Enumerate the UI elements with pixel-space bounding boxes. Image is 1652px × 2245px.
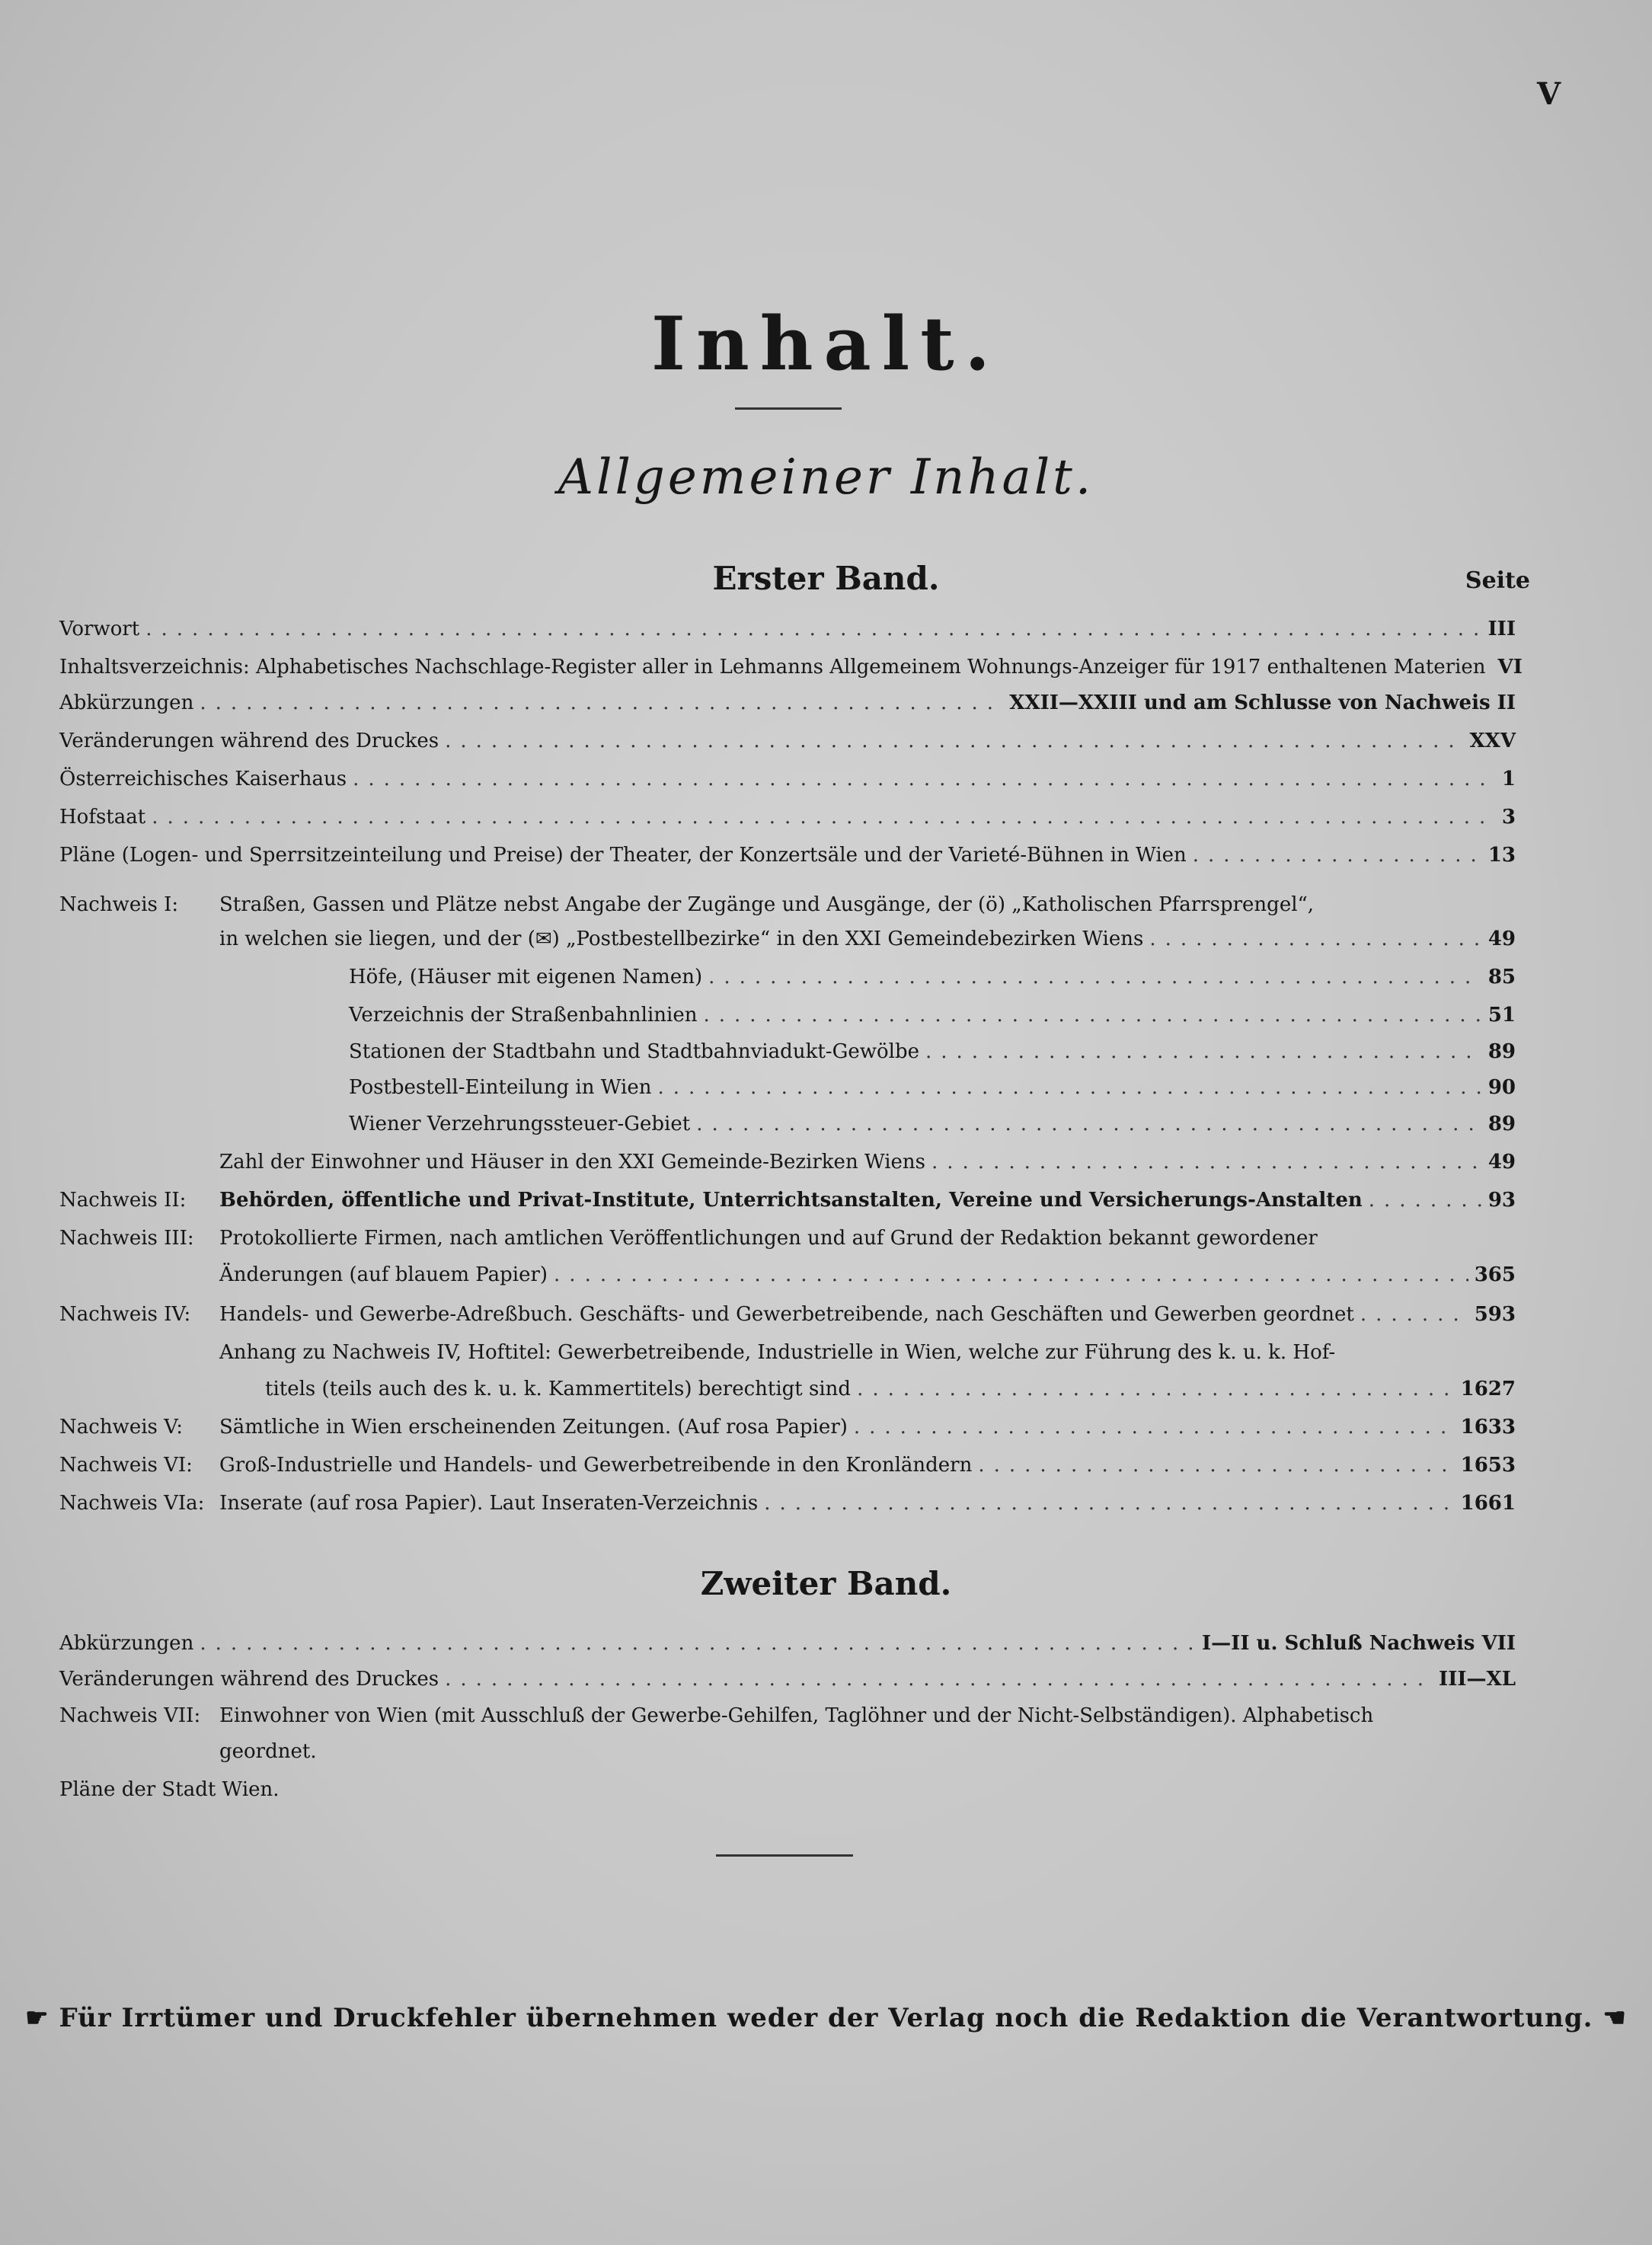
- page-title: Inhalt.: [651, 301, 1001, 387]
- page-number: V: [1536, 76, 1561, 112]
- toc-entry: [219, 1261, 1516, 1289]
- section-divider: [716, 1854, 853, 1857]
- toc-subentry: [349, 1038, 1516, 1065]
- leader-dots: [353, 765, 1496, 793]
- nachweis-label: Nachweis VII:: [59, 1704, 201, 1727]
- toc-entry-page: 49: [1487, 928, 1516, 950]
- toc-entry: [219, 1738, 1516, 1765]
- toc-entry-text: Groß-Industrielle und Handels- und Gewerbetreibende in den Kronländern: [219, 1454, 973, 1477]
- toc-entry-text: Höfe, (Häuser mit eigenen Namen): [349, 966, 703, 988]
- toc-entry: [219, 1413, 1516, 1441]
- toc-entry-page: I—II u. Schluß Nachweis VII: [1202, 1632, 1516, 1655]
- leader-dots: [696, 1110, 1482, 1138]
- toc-entry-page: 1661: [1460, 1492, 1516, 1515]
- toc-subentry: [349, 1001, 1516, 1029]
- leader-dots: [857, 1375, 1455, 1403]
- toc-entry-text: in welchen sie liegen, und der (✉) „Postbestellbezirke“ in den XXI Gemeindebezirken Wiens: [219, 928, 1144, 950]
- band2-header: Zweiter Band.: [700, 1565, 952, 1602]
- toc-entry-text: Einwohner von Wien (mit Ausschluß der Gewerbe-Gehilfen, Taglöhner und der Nicht-Selbständigen). Alphabetisch: [219, 1704, 1374, 1727]
- nachweis-label: Nachweis VIa:: [59, 1492, 205, 1515]
- toc-entry-text: Hofstaat: [59, 806, 146, 829]
- toc-entry: [219, 891, 1516, 918]
- toc-entry-text: Änderungen (auf blauem Papier): [219, 1263, 548, 1286]
- leader-dots: [200, 689, 1003, 717]
- toc-entry-page: 1: [1501, 768, 1516, 790]
- toc-entry-page: 93: [1487, 1189, 1516, 1212]
- toc-entry-page: 13: [1487, 844, 1516, 867]
- leader-dots: [445, 727, 1463, 755]
- toc-entry: [59, 727, 1516, 755]
- toc-entry-text: Wiener Verzehrungssteuer-Gebiet: [349, 1113, 691, 1135]
- toc-entry-page: 89: [1487, 1040, 1516, 1063]
- toc-entry-text: Sämtliche in Wien erscheinenden Zeitungen. (Auf rosa Papier): [219, 1416, 848, 1439]
- nachweis-label: Nachweis V:: [59, 1416, 184, 1439]
- disclaimer-footer: ☛ Für Irrtümer und Druckfehler übernehmen weder der Verlag noch die Redaktion die Verantwortung. ☚: [25, 2003, 1627, 2033]
- toc-entry: [219, 1148, 1516, 1176]
- toc-entry-page: 49: [1487, 1151, 1516, 1174]
- toc-entry-text: Österreichisches Kaiserhaus: [59, 768, 347, 790]
- leader-dots: [1193, 841, 1482, 869]
- toc-entry-text: Stationen der Stadtbahn und Stadtbahnviadukt-Gewölbe: [349, 1040, 919, 1063]
- toc-entry: [219, 1186, 1516, 1214]
- toc-entry: [59, 841, 1516, 869]
- toc-entry-page: XXII—XXIII und am Schlusse von Nachweis II: [1009, 691, 1516, 714]
- toc-entry-page: 1627: [1460, 1378, 1516, 1400]
- toc-entry: [59, 1630, 1516, 1657]
- leader-dots: [445, 1665, 1433, 1693]
- toc-entry-text: Behörden, öffentliche und Privat-Institute, Unterrichtsanstalten, Vereine und Versicherungs-Anstalten: [219, 1189, 1363, 1212]
- toc-entry-text: Anhang zu Nachweis IV, Hoftitel: Gewerbetreibende, Industrielle in Wien, welche zur Führung des k. u. k. Hof-: [219, 1341, 1336, 1364]
- leader-dots: [708, 963, 1482, 991]
- toc-entry-page: 51: [1487, 1004, 1516, 1027]
- leader-dots: [554, 1261, 1468, 1289]
- toc-entry-text: Vorwort: [59, 618, 140, 640]
- page-subtitle: Allgemeiner Inhalt.: [558, 449, 1094, 506]
- toc-entry-text: Postbestell-Einteilung in Wien: [349, 1076, 652, 1099]
- seite-label: Seite: [1465, 567, 1530, 594]
- nachweis-label: Nachweis IV:: [59, 1303, 191, 1326]
- leader-dots: [657, 1074, 1481, 1101]
- toc-entry: [219, 1451, 1516, 1479]
- toc-entry: [219, 1490, 1516, 1517]
- leader-dots: [978, 1451, 1454, 1479]
- toc-entry-text: Inserate (auf rosa Papier). Laut Inseraten-Verzeichnis: [219, 1492, 759, 1515]
- toc-entry: [59, 689, 1516, 717]
- toc-entry-page: 365: [1474, 1263, 1516, 1286]
- toc-entry-text: Handels- und Gewerbe-Adreßbuch. Geschäfts- und Gewerbetreibende, nach Geschäften und Gewerben geordnet: [219, 1303, 1354, 1326]
- leader-dots: [1149, 925, 1481, 953]
- leader-dots: [931, 1148, 1482, 1176]
- band1-header: Erster Band.: [712, 560, 940, 597]
- toc-entry: [219, 1301, 1516, 1328]
- toc-subentry: [349, 1074, 1516, 1101]
- toc-entry-text: Veränderungen während des Druckes: [59, 1668, 439, 1691]
- toc-entry-page: XXV: [1469, 730, 1516, 752]
- leader-dots: [1360, 1301, 1468, 1328]
- toc-entry-page: 85: [1487, 966, 1516, 988]
- toc-entry-text: Pläne der Stadt Wien.: [59, 1778, 280, 1801]
- nachweis-label: Nachweis II:: [59, 1189, 187, 1212]
- toc-entry-page: 3: [1501, 806, 1516, 829]
- toc-entry-text: Zahl der Einwohner und Häuser in den XXI Gemeinde-Bezirken Wiens: [219, 1151, 926, 1174]
- toc-entry-text: Protokollierte Firmen, nach amtlichen Veröffentlichungen und auf Grund der Redaktion bekannt gewordener: [219, 1227, 1318, 1250]
- toc-entry-text: geordnet.: [219, 1740, 317, 1763]
- leader-dots: [925, 1038, 1482, 1065]
- toc-entry-text: Straßen, Gassen und Plätze nebst Angabe der Zugänge und Ausgänge, der (ö) „Katholischen Pfarrsprengel“,: [219, 893, 1315, 916]
- toc-entry-page: III: [1487, 618, 1516, 640]
- toc-entry: [219, 1225, 1516, 1252]
- toc-entry-text: Abkürzungen: [59, 1632, 194, 1655]
- toc-entry: [59, 1665, 1516, 1693]
- toc-entry-text: Verzeichnis der Straßenbahnlinien: [349, 1004, 698, 1027]
- nachweis-label: Nachweis III:: [59, 1227, 194, 1250]
- leader-dots: [200, 1630, 1196, 1657]
- leader-dots: [145, 615, 1481, 643]
- toc-entry-text: Abkürzungen: [59, 691, 194, 714]
- toc-entry: [59, 765, 1516, 793]
- toc-entry-page: 1633: [1460, 1416, 1516, 1439]
- leader-dots: [703, 1001, 1481, 1029]
- toc-entry: [219, 1702, 1516, 1729]
- toc-entry-page: 89: [1487, 1113, 1516, 1135]
- leader-dots: [854, 1413, 1455, 1441]
- leader-dots: [1369, 1186, 1482, 1214]
- toc-entry-text: Pläne (Logen- und Sperrsitzeinteilung und Preise) der Theater, der Konzertsäle und der Varieté-Bühnen in Wien: [59, 844, 1187, 867]
- toc-entry: [59, 1776, 1516, 1803]
- toc-entry: [59, 615, 1516, 643]
- nachweis-label: Nachweis VI:: [59, 1454, 193, 1477]
- toc-entry-page: VI: [1497, 656, 1523, 679]
- toc-entry: [219, 925, 1516, 953]
- toc-subentry: [349, 963, 1516, 991]
- toc-subentry: [349, 1110, 1516, 1138]
- toc-entry-page: 90: [1487, 1076, 1516, 1099]
- leader-dots: [152, 803, 1496, 831]
- toc-entry-page: 593: [1474, 1303, 1516, 1326]
- toc-entry-text: Veränderungen während des Druckes: [59, 730, 439, 752]
- toc-entry: [265, 1375, 1516, 1403]
- title-divider: [735, 407, 842, 410]
- nachweis-label: Nachweis I:: [59, 893, 179, 916]
- toc-entry-text: titels (teils auch des k. u. k. Kammertitels) berechtigt sind: [265, 1378, 852, 1400]
- leader-dots: [764, 1490, 1454, 1517]
- toc-entry-page: III—XL: [1439, 1668, 1516, 1691]
- toc-entry: [59, 653, 1523, 681]
- toc-entry: [219, 1339, 1516, 1366]
- toc-entry-text: Inhaltsverzeichnis: Alphabetisches Nachschlage-Register aller in Lehmanns Allgemeinem Wohnungs-Anzeiger für 1917 enthaltenen Materien: [59, 656, 1486, 679]
- toc-entry: [59, 803, 1516, 831]
- toc-entry-page: 1653: [1460, 1454, 1516, 1477]
